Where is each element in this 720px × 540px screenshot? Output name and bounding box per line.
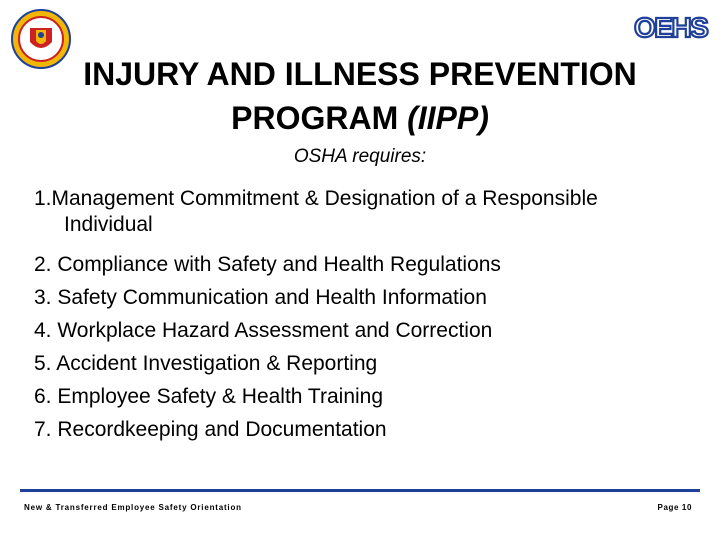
footer-title: New & Transferred Employee Safety Orientation — [24, 503, 242, 512]
slide-subtitle: OSHA requires: — [293, 146, 427, 167]
list-item — [34, 347, 674, 380]
list-item-text: 4. Workplace Hazard Assessment and Correction — [34, 319, 493, 342]
list-item-text: 5. Accident Investigation & Reporting — [34, 352, 378, 375]
svg-text:OEHS: OEHS — [634, 12, 708, 43]
oehs-logo — [632, 8, 712, 44]
slide-title — [50, 52, 670, 140]
list-item — [34, 380, 674, 413]
list-item — [34, 413, 674, 446]
list-item-text: 6. Employee Safety & Health Training — [34, 385, 384, 408]
footer-rule — [20, 489, 700, 492]
remaining-items — [34, 248, 674, 446]
slide-title-acronym: (IIPP) — [407, 100, 489, 136]
list-item-text: 2. Compliance with Safety and Health Regulations — [34, 253, 501, 276]
list-item — [34, 281, 674, 314]
list-item-text: 1.Management Commitment & Designation of a Responsible Individual — [34, 187, 598, 236]
page-number: Page 10 — [657, 503, 692, 512]
list-item — [34, 248, 674, 281]
list-item — [34, 186, 674, 238]
slide-title-main: INJURY AND ILLNESS PREVENTION PROGRAM — [83, 56, 637, 136]
list-item-text: 7. Recordkeeping and Documentation — [34, 418, 387, 441]
list-item — [34, 314, 674, 347]
list-item-text: 3. Safety Communication and Health Information — [34, 286, 487, 309]
requirements-list — [34, 186, 674, 446]
